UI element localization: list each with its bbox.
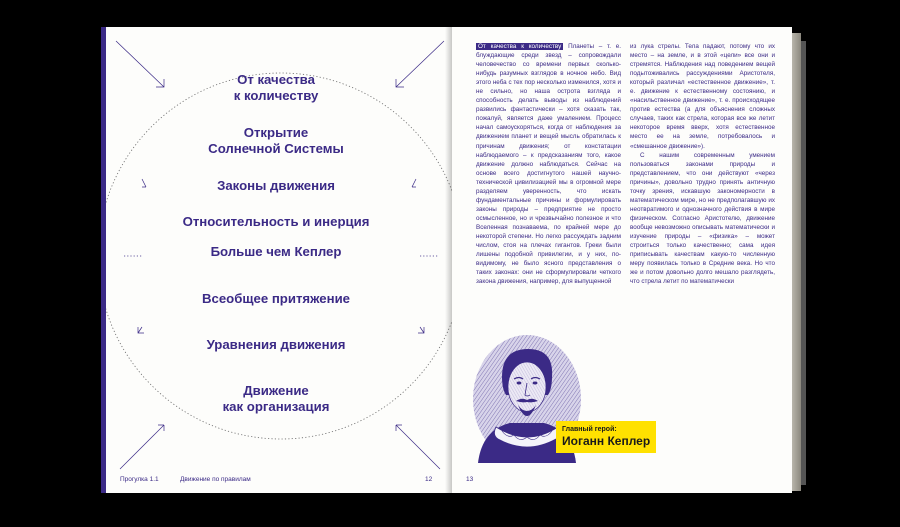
- cover-edge: [801, 41, 806, 485]
- toc-item-7[interactable]: Уравнения движения: [206, 337, 346, 352]
- left-page: [101, 27, 457, 493]
- paragraph: От качества к количеству Планеты – т. е. блуждающие среди звезд – сопровождали человечество со времени первых сколько-нибудь разумных взглядов в ночное небо. Вид этого неба с тех пор несколько изменился, хотя и не сильно, но наша острота взгляда и способность делать выводы из наблюдений развились фантастически – хотя сказать так, пожалуй, является даже умалением. Процесс начал самоускоряться, когда от наблюдения за движением планет и вещей мысль обратилась к причинам движения; от констатации наблюдаемого – к предсказаниям того, какое движение должно наблюдаться. Сейчас на основе всего достигнутого нашей научно-технической цивилизацией мы в огромной мере разделяем уверенность, что искать фундаментальные причины и формулировать законы природы – предприятие не просто осмысленное, но и чрезвычайно полезное и что Вселенная познаваема, по крайней мере до некоторой степени. Но легко рассуждать задним числом, стоя на плечах гигантов. Греки были лишены подобной привилегии, и у них, по-видимому, не было ясного представления о таких законах: они не сформулировали четкого закона движения, например, для выпущенной: [476, 43, 622, 286]
- toc-item-1[interactable]: От качества к количеству: [233, 72, 319, 103]
- footer-section: Прогулка 1.1: [120, 476, 159, 483]
- toc-item-5[interactable]: Больше чем Кеплер: [210, 244, 342, 259]
- table-of-contents: [106, 27, 457, 493]
- paragraph: из лука стрелы. Тела падают, потому что их место – на земле, и в этой «цели» все они и стремятся. Наблюдения над поведением вещей подытоживались рассуждениями Аристотеля, который различал «естественное движение», т. е. движение к естественному состоянию, и «насильственное движение», т. е. происходящее против естества (а для объяснения сложных случаев, таких как стрела, которая все же летит некоторое время вверх, хотя естественное место ее на земле, потребовалось и «смешанное движение»).: [630, 43, 775, 150]
- right-page: [452, 27, 792, 493]
- hero-name: Иоганн Кеплер: [562, 434, 651, 448]
- toc-item-6[interactable]: Всеобщее притяжение: [201, 291, 351, 306]
- toc-item-4[interactable]: Относительность и инерция: [182, 214, 370, 229]
- toc-item-3[interactable]: Законы движения: [217, 178, 335, 193]
- text-column-2: [630, 42, 775, 286]
- open-book: [97, 27, 807, 497]
- page-stack-edge: [792, 33, 801, 491]
- paragraph: С нашим современным умением пользоваться законами природы и представлением, что они действуют «через причины», довольно трудно принять античную точку зрения, искавшую закономерности в математическом мире, но не предполагавшую их неотвратимого и однозначного действия в мире физическом. Согласно Аристотелю, движение вообще невозможно описывать математически и изучение природы – «физика» – может строиться только качественно; сама идея приписывать качествам какую-то численную меру появилась только в Средние века. Но что же и потом довольно долго мешало разглядеть, что стрела летит по математически: [630, 151, 775, 286]
- main-hero-label: [556, 421, 656, 453]
- section-highlight: От качества к количеству: [478, 43, 562, 50]
- hero-kicker: Главный герой:: [562, 426, 617, 433]
- toc-item-8[interactable]: Движение как организация: [222, 383, 330, 414]
- text-column-1: [476, 42, 621, 286]
- footer-title: Движение по правилам: [180, 476, 251, 483]
- toc-item-2[interactable]: Открытие Солнечной Системы: [208, 125, 344, 156]
- left-page-number: 12: [425, 476, 433, 483]
- right-page-number: 13: [466, 476, 474, 483]
